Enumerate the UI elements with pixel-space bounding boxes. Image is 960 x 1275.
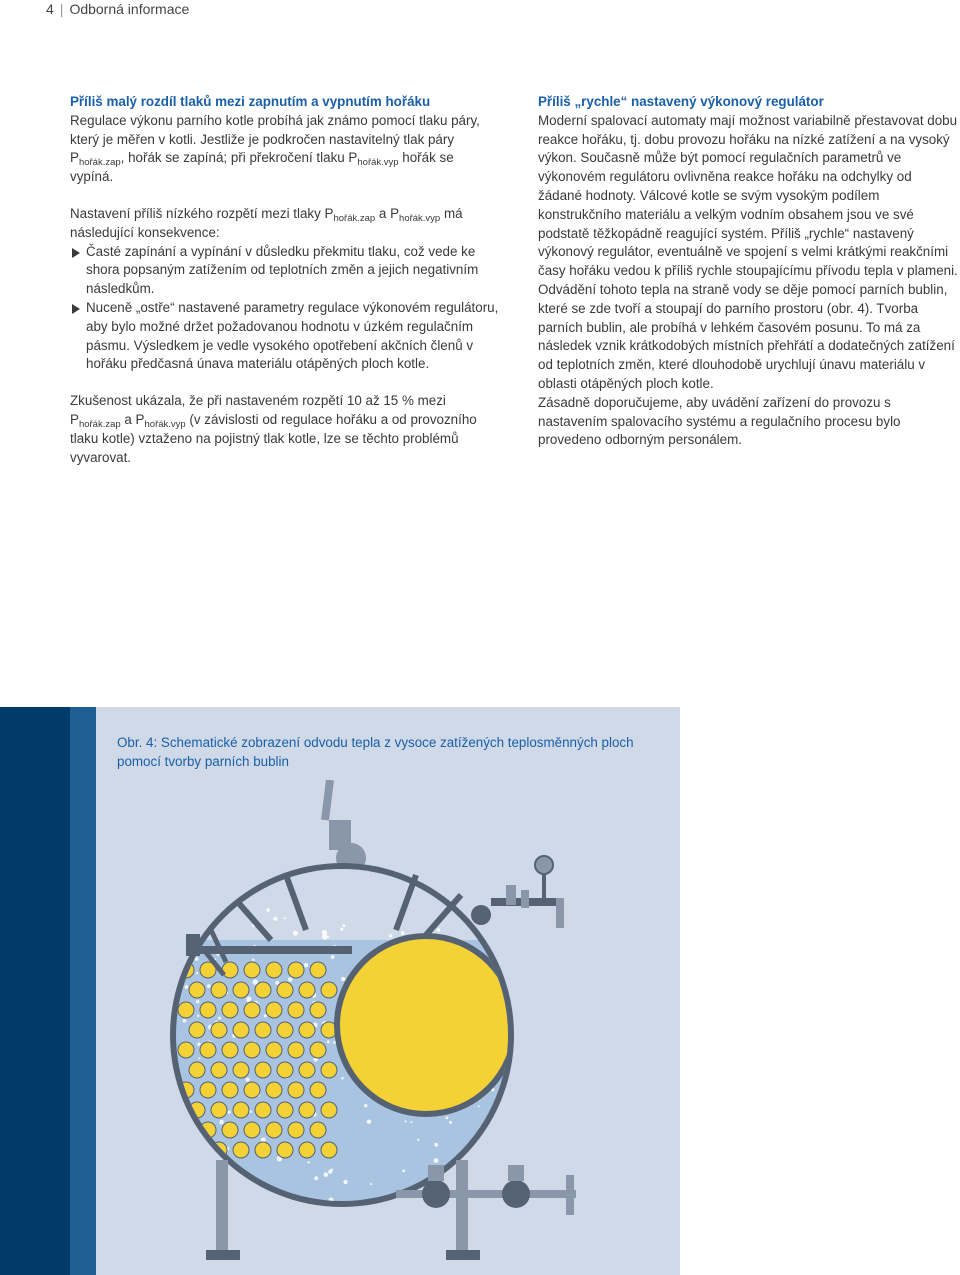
steam-bubble (434, 1143, 438, 1147)
flue-tube (255, 1022, 271, 1038)
steam-bubble (166, 1016, 170, 1020)
header-separator: | (59, 1, 64, 17)
flue-tube (211, 1062, 227, 1078)
steam-bubble (447, 1182, 451, 1186)
flue-tube (200, 1002, 216, 1018)
flue-tube (244, 962, 260, 978)
steam-bubble (196, 1000, 200, 1004)
steam-bubble (304, 963, 308, 967)
flue-tube (233, 1022, 249, 1038)
steam-bubble (520, 1098, 525, 1103)
flue-tube (222, 1082, 238, 1098)
steam-bubble (164, 1054, 168, 1058)
paragraph-experience: Zkušenost ukázala, že při nastaveném rozpětí 10 až 15 % mezi $P_{hořák.zap}$ a $P_{hořák.vyp}$ (v závislosti od regulace hořáku a od provozního tlaku kotle) vztaženo na pojistný tlak kotle, lze se těchto problémů vyvarovat. (70, 393, 477, 465)
flue-tube (200, 1082, 216, 1098)
flue-tube (255, 1142, 271, 1158)
steam-bubble (195, 929, 198, 932)
steam-bubble (478, 1105, 480, 1107)
steam-bubble (193, 1186, 196, 1189)
right-column (538, 93, 958, 450)
page-number: 4 (46, 1, 54, 17)
page-header (46, 0, 189, 18)
flue-tube (277, 1102, 293, 1118)
steam-bubble (342, 924, 345, 927)
flue-tube (299, 1062, 315, 1078)
flue-tube (233, 1062, 249, 1078)
steam-bubble (314, 1176, 318, 1180)
flue-tube (288, 1082, 304, 1098)
steam-bubble (252, 959, 255, 962)
flue-tube (211, 982, 227, 998)
steam-bubble (288, 977, 293, 982)
steam-bubble (183, 1019, 187, 1023)
steam-bubble (343, 1180, 347, 1184)
flue-tube (310, 1042, 326, 1058)
flue-tube (266, 1042, 282, 1058)
flue-tube (299, 1102, 315, 1118)
steam-bubble (284, 917, 286, 919)
list-item: Nuceně „ostře“ nastavené parametry regulace výkonovém regulátoru, aby bylo možné držet požadovanou hodnotu v úzkém regulačním pásmu. Výsledkem je vedle vysokého opotřebení akčních členů v hořáku předčasná únava materiálu otápěných ploch kotle. (70, 299, 500, 374)
steam-bubble (249, 1110, 252, 1113)
flue-tube (189, 1022, 205, 1038)
steam-bubble (449, 1121, 452, 1124)
flue-tube (211, 1102, 227, 1118)
steam-bubble (506, 909, 509, 912)
flue-tube (288, 1122, 304, 1138)
flue-tube (244, 1042, 260, 1058)
steam-bubble (228, 1111, 231, 1114)
paragraph-low-range: Nastavení příliš nízkého rozpětí mezi tlaky $P_{hořák.zap}$ a $P_{hořák.vyp}$ má následující konsekvence: (70, 205, 463, 240)
steam-bubble (331, 1169, 333, 1171)
steam-bubble (181, 1189, 186, 1194)
flue-tube (189, 1062, 205, 1078)
steam-bubble (170, 1144, 174, 1148)
flue-tube (189, 982, 205, 998)
flue-tube (310, 1002, 326, 1018)
flue-tube (266, 1002, 282, 1018)
steam-bubble (405, 1120, 407, 1122)
flue-tube (277, 1022, 293, 1038)
flue-tube (255, 1062, 271, 1078)
steam-bubble (434, 1158, 439, 1163)
flue-tube (178, 1002, 194, 1018)
steam-bubble (308, 1161, 310, 1163)
left-column (70, 93, 500, 467)
flue-tube (321, 1142, 337, 1158)
steam-bubble (341, 1077, 343, 1079)
flue-tube (277, 982, 293, 998)
steam-bubble (341, 977, 345, 981)
flue-tube (222, 1002, 238, 1018)
steam-bubble (196, 972, 198, 974)
flue-tube (310, 962, 326, 978)
flue-tube (266, 1122, 282, 1138)
heading-fast-regulator: Příliš „rychle“ nastavený výkonový regulátor (538, 94, 824, 109)
steam-bubble (212, 911, 217, 916)
steam-bubble (207, 1178, 211, 1182)
flue-tube (288, 1042, 304, 1058)
steam-bubble (511, 1147, 516, 1152)
consequences-list (70, 243, 500, 375)
steam-bubble (192, 1172, 196, 1176)
flue-tube (233, 1102, 249, 1118)
flue-tube (310, 1122, 326, 1138)
flue-tube (189, 1142, 205, 1158)
steam-bubble (185, 985, 189, 989)
steam-bubble (324, 1172, 329, 1177)
flue-tube (277, 1062, 293, 1078)
paragraph-regulation: Regulace výkonu parního kotle probíhá jak známo pomocí tlaku páry, který je měřen v kotli. Jestliže je podkročen nastavitelný tlak páry $P_{hořák.zap}$, hořák se zapíná; při překročení tlaku $P_{hořák.vyp}$ hořák se vypíná. (70, 112, 480, 185)
steam-bubble (417, 1139, 419, 1141)
decor-strip-dark (0, 707, 70, 1275)
furnace-flame-icon (340, 939, 512, 1111)
steam-bubble (511, 1091, 514, 1094)
steam-bubble (521, 1106, 524, 1109)
steam-bubble (367, 1120, 371, 1124)
steam-bubble (524, 913, 526, 915)
steam-bubble (247, 999, 250, 1002)
steam-bubble (193, 914, 197, 918)
flue-tube (299, 1022, 315, 1038)
steam-bubble (197, 1043, 200, 1046)
flue-tube (299, 1142, 315, 1158)
steam-bubble (401, 931, 405, 935)
steam-bubble (519, 1042, 522, 1045)
steam-bubble (171, 963, 174, 966)
steam-bubble (340, 928, 343, 931)
steam-bubble (275, 981, 279, 985)
steam-bubble (331, 955, 335, 959)
steam-bubble (207, 984, 211, 988)
steam-bubble (389, 934, 392, 937)
steam-bubble (197, 1015, 199, 1017)
list-item: Časté zapínání a vypínání v důsledku překmitu tlaku, což vede ke shora popsaným zatížením od teplotních změn a jejich negativním následkům. (70, 243, 500, 299)
flue-tube (321, 982, 337, 998)
flue-tube (244, 1002, 260, 1018)
flue-tube (299, 982, 315, 998)
section-title: Odborná informace (69, 1, 190, 17)
flue-tube (244, 1082, 260, 1098)
flue-tube (233, 982, 249, 998)
flue-tube (321, 1102, 337, 1118)
steam-bubble (293, 931, 298, 936)
steam-bubble (364, 1104, 367, 1107)
flue-tube (266, 1082, 282, 1098)
steam-bubble (264, 1014, 267, 1017)
paragraph-burner-automats: Moderní spalovací automaty mají možnost variabilně přestavovat dobu reakce hořáku, tj. dobu provozu hořáku na nízké zatížení a na vysoký výkon. Současně může být pomocí regulačních parametrů ve výkonovém regulátoru ovlivněna reakce hořáku na odchylky od žádané hodnoty. Válcové kotle se svým vysokým podílem konstrukčního materiálu a velkým vodním obsahem jsou ve své podstatě těžkopádně reagující systém. Příliš „rychle“ nastavený výkonový regulátor, eventuálně ve spojení s velmi krátkými reakčními časy hořáku vedou k příliš rychle stoupajícímu přívodu tepla v plameni. Odvádění tohoto tepla na straně vody se děje pomocí parních bublin, které se zde tvoří a stoupají do parního prostoru (obr. 4). Tvorba parních bublin, ale probíhá v lehkém časovém posunu. To má za následek vznik krátkodobých místních přehřátí a dodatečných zatížení od teplotních změn, které dlouhodobě urychlují únavu materiálu v oblasti otápěných ploch kotle. (538, 112, 958, 391)
steam-bubble (327, 1040, 330, 1043)
steam-bubble (505, 1149, 508, 1152)
decor-strip-mid (70, 707, 96, 1275)
triangle-bullet-icon (72, 304, 80, 314)
heading-pressure-difference: Příliš malý rozdíl tlaků mezi zapnutím a vypnutím hořáku (70, 94, 431, 109)
steam-bubble (273, 917, 277, 921)
flue-tube (310, 1082, 326, 1098)
flue-tube (178, 1042, 194, 1058)
steam-bubble (288, 1201, 293, 1206)
steam-bubble (218, 1017, 221, 1020)
flue-tube (211, 1022, 227, 1038)
flue-tube (277, 1142, 293, 1158)
flue-tube (321, 1062, 337, 1078)
flue-tube (266, 962, 282, 978)
flue-tube (222, 1122, 238, 1138)
steam-bubble (488, 940, 491, 943)
flue-tube (255, 1102, 271, 1118)
flue-tube (222, 1042, 238, 1058)
flue-tube (244, 1122, 260, 1138)
steam-bubble (166, 1095, 168, 1097)
valves-fittings-icon (471, 856, 564, 928)
steam-bubble (410, 1121, 412, 1123)
steam-bubble (195, 957, 199, 961)
steam-bubble (219, 1120, 224, 1125)
steam-bubble (322, 930, 328, 936)
flue-tube (222, 962, 238, 978)
triangle-bullet-icon (72, 248, 80, 258)
steam-bubble (445, 1117, 448, 1120)
flue-tube (288, 1002, 304, 1018)
flue-tube (233, 1142, 249, 1158)
steam-bubble (198, 1057, 200, 1059)
steam-bubble (266, 908, 270, 912)
steam-bubble (448, 1206, 450, 1208)
steam-bubble (246, 1078, 250, 1082)
steam-bubble (402, 1169, 405, 1172)
steam-bubble (506, 1087, 509, 1090)
flue-tube (200, 1042, 216, 1058)
steam-bubble (165, 1201, 169, 1205)
figure-caption: Obr. 4: Schematické zobrazení odvodu tepla z vysoce zatížených teplosměnných ploch pomocí tvorby parních bublin (117, 735, 634, 769)
steam-bubble (167, 1135, 171, 1139)
steam-bubble (437, 928, 440, 931)
flue-tube (288, 962, 304, 978)
steam-bubble (370, 1183, 372, 1185)
paragraph-recommendation: Zásadně doporučujeme, aby uvádění zařízení do provozu s nastavením spalovacího systému a regulačního procesu bylo provedeno odborným personálem. (538, 394, 901, 448)
flue-tube (178, 1122, 194, 1138)
flue-tube (255, 982, 271, 998)
boiler-illustration (96, 780, 680, 1275)
